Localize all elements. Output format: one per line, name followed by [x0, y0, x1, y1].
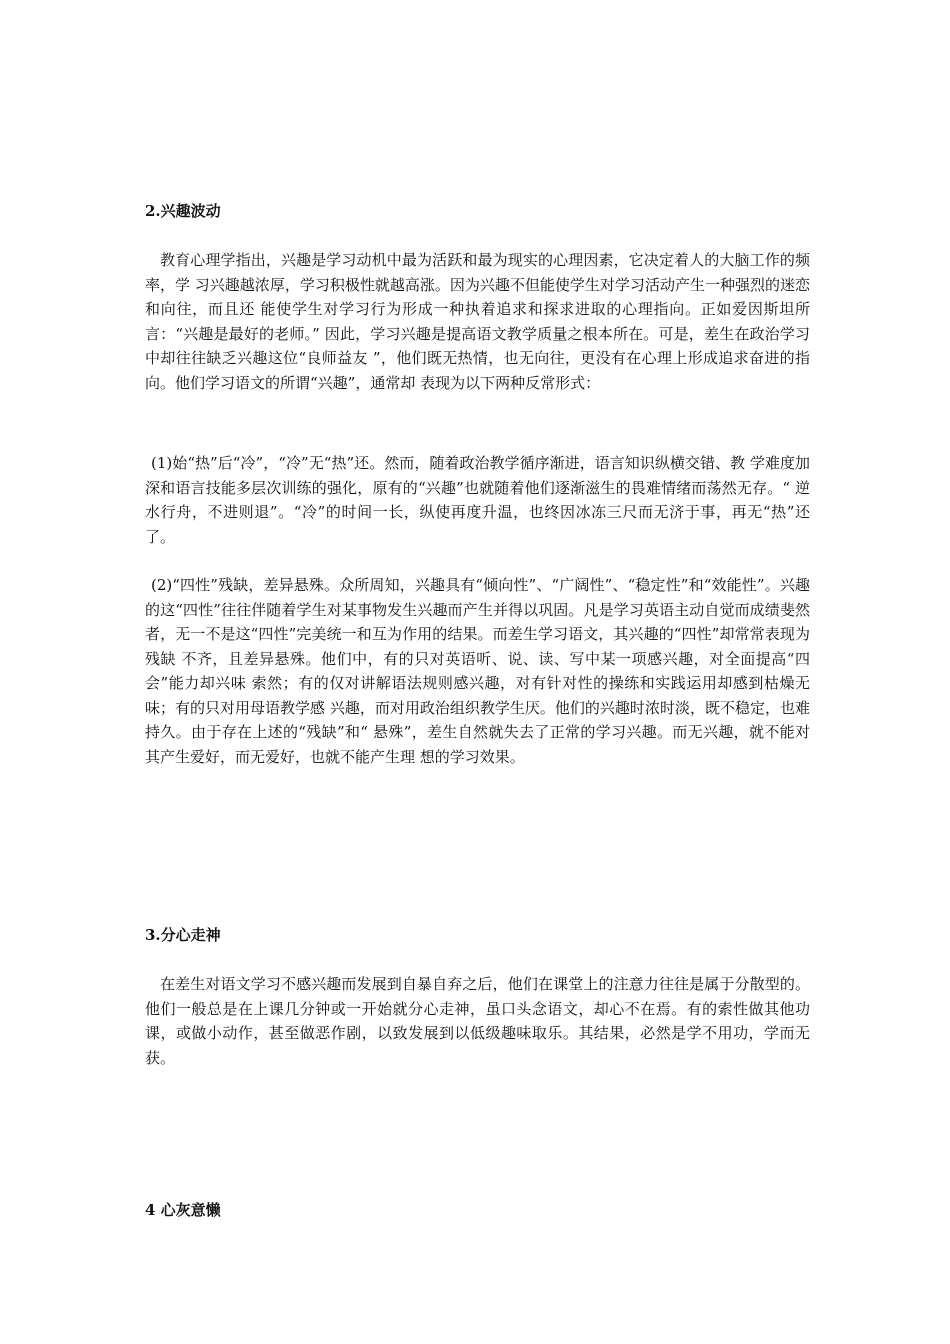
- paragraph-interest-intro: 教育心理学指出，兴趣是学习动机中最为活跃和最为现实的心理因素，它决定着人的大脑工作的频率，学 习兴趣越浓厚，学习积极性就越高涨。因为兴趣不但能使学生对学习活动产生一种强烈的迷恋和向往，而且还 能使学生对学习行为形成一种执着追求和探求进取的心理指向。正如爱因斯坦所言：“兴趣是最好的老师。” 因此，学习兴趣是提高语文教学质量之根本所在。可是，差生在政治学习中却往往缺乏兴趣这位“良师益友 ”，他们既无热情，也无向往，更没有在心理上形成追求奋进的指向。他们学习语文的所谓“兴趣”，通常却 表现为以下两种反常形式：: [145, 251, 810, 392]
- paragraph-distraction: 在差生对语文学习不感兴趣而发展到自暴自弃之后，他们在课堂上的注意力往往是属于分散型的。他们一般总是在上课几分钟或一开始就分心走神，虽口头念语文，却心不在焉。有的索性做其他功课，或做小动作，甚至做恶作剧，以致发展到以低级趣味取乐。其结果，必然是学不用功，学而无获。: [145, 975, 810, 1067]
- paragraph-hot-then-cold: (1)始“热”后“冷”，“冷”无“热”还。然而，随着政治教学循序渐进，语言知识纵横交错、教 学难度加深和语言技能多层次训练的强化，原有的“兴趣”也就随着他们逐渐滋生的畏难情绪而荡然无存。“ 逆水行舟，不进则退”。“冷”的时间一长，纵使再度升温，也终因冰冻三尺而无济于事，再无“热”还了。: [145, 454, 810, 546]
- paragraph-four-properties: (2)“四性”残缺，差异悬殊。众所周知，兴趣具有“倾向性”、“广阔性”、“稳定性”和“效能性”。兴趣的这“四性”往往伴随着学生对某事物发生兴趣而产生并得以巩固。凡是学习英语主动自觉而成绩斐然者，无一不是这“四性”完美统一和互为作用的结果。而差生学习语文，其兴趣的“四性”却常常表现为残缺 不齐，且差异悬殊。他们中，有的只对英语听、说、读、写中某一项感兴趣，对全面提高“四会”能力却兴味 索然；有的仅对讲解语法规则感兴趣，对有针对性的操练和实践运用却感到枯燥无味；有的只对用母语教学感 兴趣，而对用政治组织教学生厌。他们的兴趣时浓时淡，既不稳定，也难持久。由于存在上述的“残缺”和“ 悬殊”，差生自然就失去了正常的学习兴趣。而无兴趣，就不能对其产生爱好，而无爱好，也就不能产生理 想的学习效果。: [145, 576, 810, 766]
- section-heading-distraction: 3.分心走神: [145, 926, 221, 944]
- section-heading-interest-fluctuation: 2.兴趣波动: [145, 202, 221, 220]
- section-heading-discouragement: 4 心灰意懒: [145, 1201, 221, 1219]
